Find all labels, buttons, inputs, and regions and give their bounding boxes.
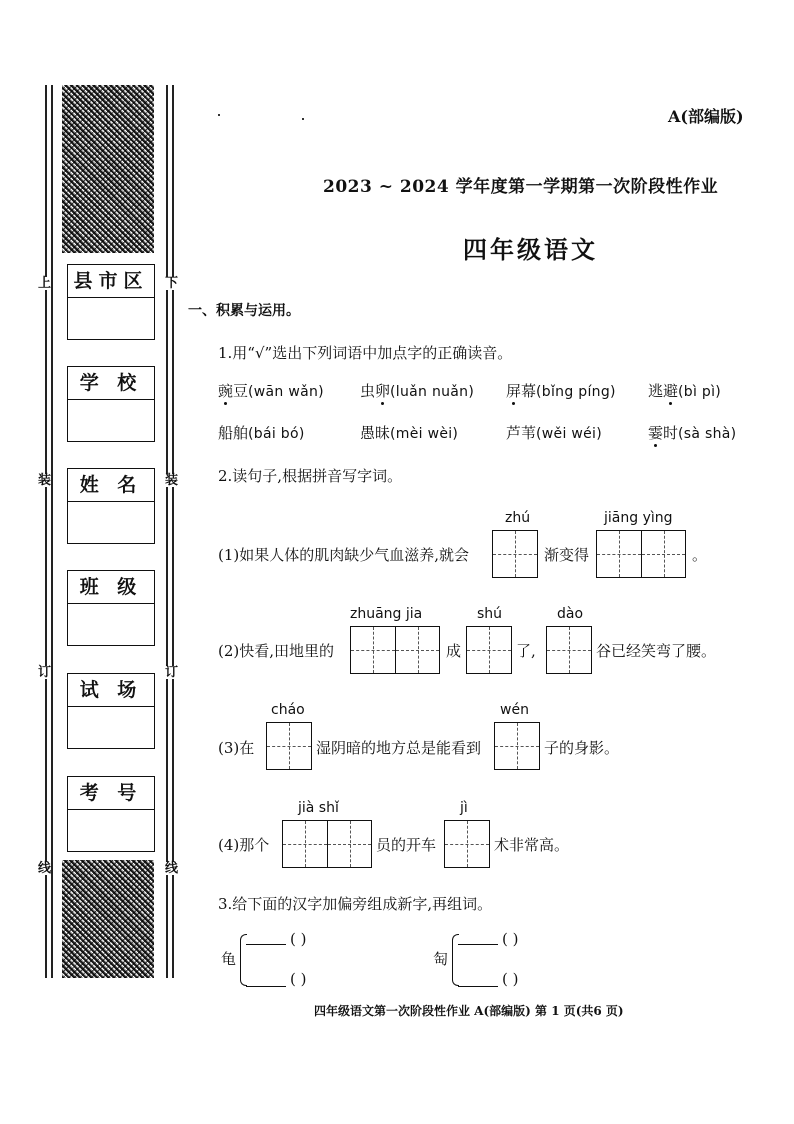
q1-word-text: 芦苇	[506, 424, 537, 442]
field-school-label: 学 校	[68, 367, 154, 400]
q2-s2-text-a: (2)快看,田地里的	[218, 642, 335, 660]
q2-s2-grid-1[interactable]	[350, 626, 440, 674]
q2-s2-text-d: 谷已经笑弯了腰。	[596, 642, 717, 660]
binding-line-right-inner	[166, 85, 168, 978]
writing-cell[interactable]	[395, 627, 439, 673]
q2-s2-pinyin-2: shú	[477, 606, 503, 622]
field-class[interactable]	[67, 570, 155, 646]
writing-cell[interactable]	[493, 531, 537, 577]
q1-word-shashi[interactable]	[648, 422, 736, 443]
q2-s1-text-c: 。	[692, 546, 708, 564]
q1-pinyin-options[interactable]: (mèi wèi)	[390, 426, 459, 442]
q1-pinyin-options[interactable]: (sà shà)	[678, 426, 737, 442]
field-exam-room[interactable]	[67, 673, 155, 749]
q3-blank-2a[interactable]	[458, 928, 498, 945]
q3-paren-2b[interactable]: ( )	[502, 970, 519, 988]
q1-word-text: 豆	[233, 382, 249, 400]
field-exam-room-blank[interactable]	[68, 707, 154, 748]
field-county[interactable]	[67, 264, 155, 340]
q1-word-text: 愚昧	[360, 424, 391, 442]
field-school[interactable]	[67, 366, 155, 442]
q2-s4-grid-2[interactable]	[444, 820, 490, 868]
field-exam-room-label: 试 场	[68, 674, 154, 707]
section-heading: 一、积累与运用。	[188, 303, 300, 319]
writing-cell[interactable]	[547, 627, 591, 673]
q1-word-luan[interactable]	[360, 380, 474, 401]
field-exam-number[interactable]	[67, 776, 155, 852]
page-footer: 四年级语文第一次阶段性作业 A(部编版) 第 1 页(共6 页)	[314, 1004, 624, 1018]
q1-word-dotted-char: 霎	[648, 424, 664, 442]
q2-s3-grid-2[interactable]	[494, 722, 540, 770]
q2-s2-grid-3[interactable]	[546, 626, 592, 674]
q2-s4-grid-1[interactable]	[282, 820, 372, 868]
q2-s3-text-c: 子的身影。	[544, 739, 620, 757]
writing-cell[interactable]	[327, 821, 371, 867]
q2-s4-pinyin-1: jià shǐ	[298, 800, 339, 816]
writing-cell[interactable]	[641, 531, 685, 577]
q1-word-yumei[interactable]	[360, 422, 458, 443]
binding-mark-zhuang-left: 装	[38, 473, 52, 488]
binding-mark-zhuang-right: 装	[165, 473, 179, 488]
q2-s2-text-c: 了,	[516, 642, 536, 660]
q2-s3-grid-1[interactable]	[266, 722, 312, 770]
writing-cell[interactable]	[445, 821, 489, 867]
edition-label: A(部编版)	[668, 107, 744, 126]
q3-paren-2a[interactable]: ( )	[502, 930, 519, 948]
q3-blank-1a[interactable]	[246, 928, 286, 945]
q1-word-text: 时	[663, 424, 679, 442]
writing-cell[interactable]	[467, 627, 511, 673]
q3-blank-1b[interactable]	[246, 970, 286, 987]
q2-s1-pinyin-2: jiāng yìng	[604, 510, 673, 526]
field-name[interactable]	[67, 468, 155, 544]
q2-s1-grid-2[interactable]	[596, 530, 686, 578]
q2-s2-text-b: 成	[446, 642, 462, 660]
binding-line-right-outer	[172, 85, 174, 978]
q1-word-taobi[interactable]	[648, 380, 721, 401]
q2-s3-text-a: (3)在	[218, 739, 255, 757]
q1-word-chuanbo[interactable]	[218, 422, 305, 443]
q3-blank-2b[interactable]	[458, 970, 498, 987]
q1-word-dotted-char: 豌	[218, 382, 234, 400]
q2-s1-pinyin-1: zhú	[505, 510, 531, 526]
q1-pinyin-options[interactable]: (luǎn nuǎn)	[390, 384, 475, 400]
writing-cell[interactable]	[495, 723, 539, 769]
q2-s2-grid-2[interactable]	[466, 626, 512, 674]
q2-s3-pinyin-2: wén	[500, 702, 529, 718]
binding-mark-ding-left: 订	[38, 665, 52, 680]
q1-word-wandou[interactable]	[218, 380, 324, 401]
field-county-blank[interactable]	[68, 298, 154, 339]
q1-word-luwei[interactable]	[506, 422, 602, 443]
q1-pinyin-options[interactable]: (wān wǎn)	[248, 384, 324, 400]
q1-word-text: 逃	[648, 382, 664, 400]
field-exam-number-label: 考 号	[68, 777, 154, 810]
q1-pinyin-options[interactable]: (bǐng píng)	[536, 384, 616, 400]
field-name-label: 姓 名	[68, 469, 154, 502]
q1-word-dotted-char: 屏	[506, 382, 522, 400]
hatch-pattern-top	[62, 85, 154, 253]
binding-mark-xia: 下	[165, 276, 179, 291]
q2-prompt: 2.读句子,根据拼音写字词。	[218, 467, 403, 485]
q1-pinyin-options[interactable]: (bì pì)	[678, 384, 722, 400]
q1-pinyin-options[interactable]: (wěi wéi)	[536, 426, 602, 442]
q2-s1-text-b: 渐变得	[544, 546, 590, 564]
binding-mark-shang: 上	[38, 276, 52, 291]
scan-speck	[302, 118, 304, 120]
q3-char-1: 龟	[221, 950, 237, 968]
binding-mark-ding-right: 订	[165, 665, 179, 680]
q3-prompt: 3.给下面的汉字加偏旁组成新字,再组词。	[218, 895, 493, 913]
q1-word-pingmu[interactable]	[506, 380, 616, 401]
field-county-label: 县市区	[68, 265, 154, 298]
q1-pinyin-options[interactable]: (bái bó)	[248, 426, 305, 442]
field-class-label: 班 级	[68, 571, 154, 604]
q2-s4-pinyin-2: jì	[460, 800, 468, 816]
q1-prompt: 1.用“√”选出下列词语中加点字的正确读音。	[218, 344, 513, 362]
field-exam-number-blank[interactable]	[68, 810, 154, 851]
q1-word-text: 虫	[360, 382, 376, 400]
q2-s2-pinyin-3: dào	[557, 606, 584, 622]
page-title: 四年级语文	[463, 235, 598, 264]
q3-paren-1a[interactable]: ( )	[290, 930, 307, 948]
q1-word-dotted-char: 避	[663, 382, 679, 400]
writing-cell[interactable]	[283, 821, 327, 867]
q3-char-2: 匋	[433, 950, 449, 968]
q1-word-text: 幕	[521, 382, 537, 400]
scan-speck	[218, 114, 220, 116]
q2-s2-pinyin-1: zhuāng jia	[350, 606, 423, 622]
writing-cell[interactable]	[597, 531, 641, 577]
binding-line-left-inner	[51, 85, 53, 978]
writing-cell[interactable]	[351, 627, 395, 673]
q2-s1-grid-1[interactable]	[492, 530, 538, 578]
hatch-pattern-bottom	[62, 860, 154, 978]
field-school-blank[interactable]	[68, 400, 154, 441]
q2-s3-text-b: 湿阴暗的地方总是能看到	[316, 739, 482, 757]
binding-mark-xian-left: 线	[38, 861, 52, 876]
q2-s1-text-a: (1)如果人体的肌肉缺少气血滋养,就会	[218, 546, 470, 564]
q1-word-dotted-char: 卵	[375, 382, 391, 400]
writing-cell[interactable]	[267, 723, 311, 769]
field-name-blank[interactable]	[68, 502, 154, 543]
binding-line-left-outer	[45, 85, 47, 978]
q2-s4-text-b: 员的开车	[376, 836, 437, 854]
q2-s3-pinyin-1: cháo	[271, 702, 305, 718]
binding-mark-xian-right: 线	[165, 861, 179, 876]
q3-paren-1b[interactable]: ( )	[290, 970, 307, 988]
q1-word-text: 船舶	[218, 424, 249, 442]
q2-s4-text-c: 术非常高。	[494, 836, 570, 854]
q2-s4-text-a: (4)那个	[218, 836, 270, 854]
term-title: 2023 ~ 2024 学年度第一学期第一次阶段性作业	[323, 177, 719, 197]
field-class-blank[interactable]	[68, 604, 154, 645]
